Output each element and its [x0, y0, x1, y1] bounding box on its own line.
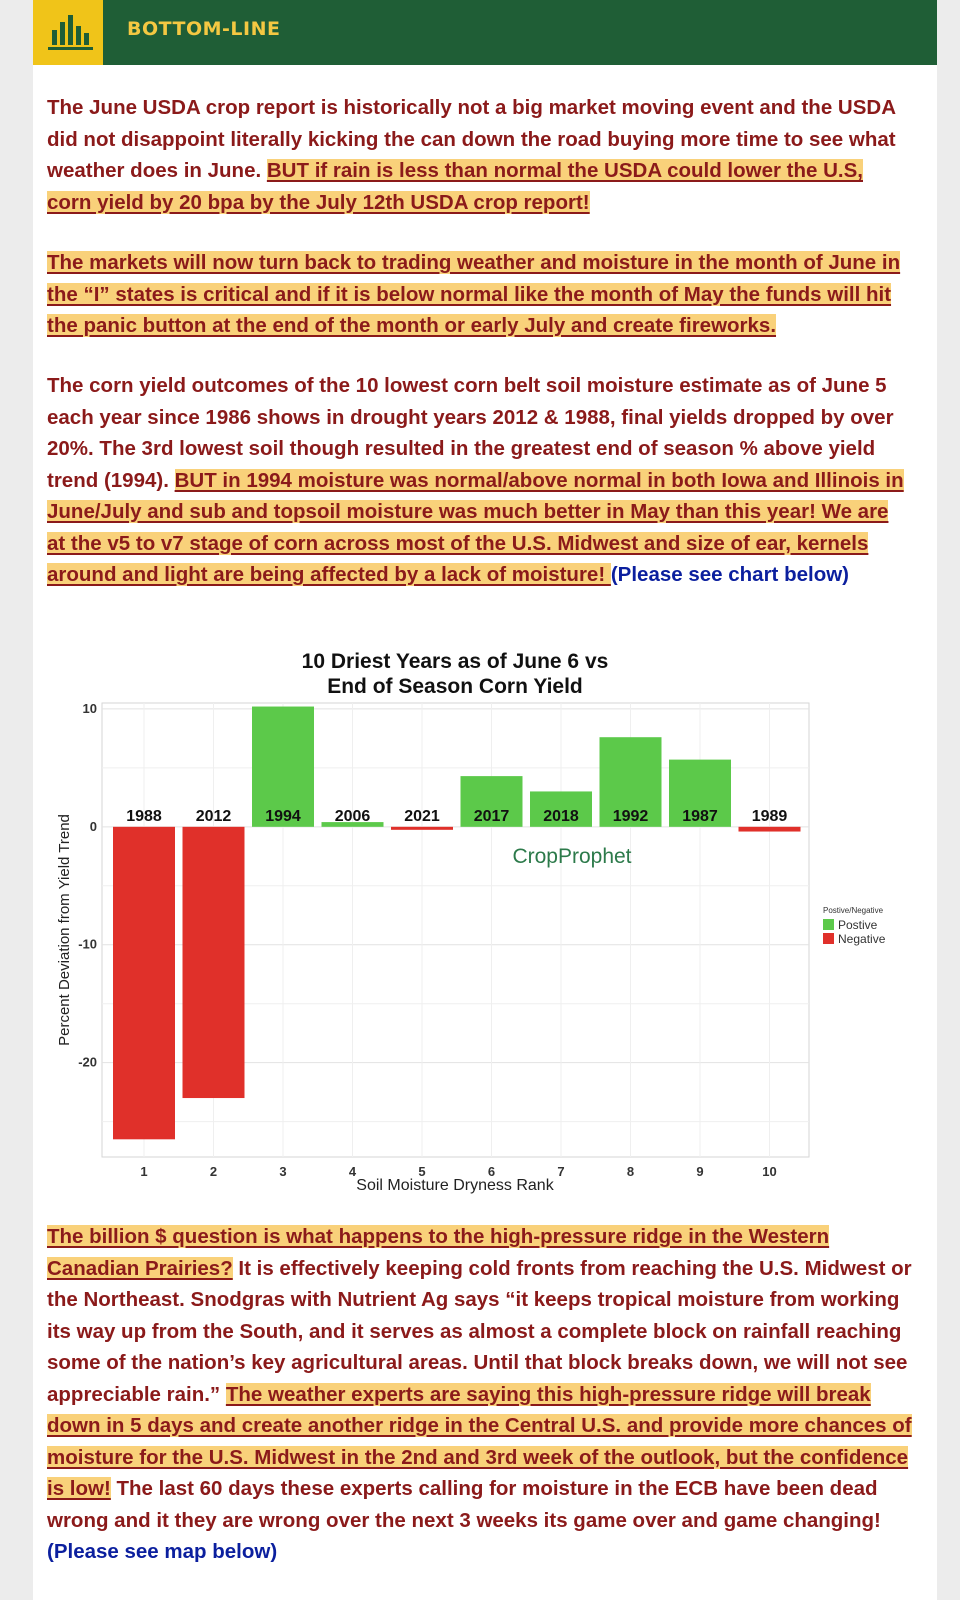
- x-tick-label: 9: [696, 1164, 704, 1179]
- paragraph-1-text: The June USDA crop report is historically not a big market moving event and the USDA did not disappoint literally kicking the can down the road buying more time to see what weather does in June.: [47, 96, 896, 182]
- x-tick-label: 1: [140, 1164, 148, 1179]
- bar-2012: [183, 827, 245, 1098]
- bar-chart-icon: [33, 0, 103, 65]
- bar-label: 2021: [404, 807, 440, 825]
- banner-title: BOTTOM-LINE: [127, 18, 281, 40]
- bar-label: 1987: [682, 807, 718, 825]
- x-tick-label: 10: [762, 1164, 777, 1179]
- bar-label: 1992: [612, 807, 649, 825]
- paragraph-3-text: The corn yield outcomes of the 10 lowest corn belt soil moisture estimate as of June 5 each year since 1986 shows in drought years 2012 & 1988, final yields dropped by over 20%. The 3rd lowest soil though resulted in the greatest end of season % above yield trend (1994).: [47, 374, 894, 492]
- x-tick-label: 6: [487, 1164, 496, 1179]
- legend: [823, 906, 886, 946]
- x-tick-label: 4: [348, 1164, 357, 1179]
- bar-label: 2006: [334, 807, 371, 825]
- y-axis-label: Percent Deviation from Yield Trend: [56, 814, 73, 1046]
- bar-label: 1988: [126, 807, 162, 825]
- paragraph-1: [47, 92, 912, 218]
- paragraph-2: [47, 247, 912, 342]
- paragraph-4-text-2: The last 60 days these experts calling for moisture in the ECB have been dead wrong and it they are wrong over the next 3 weeks its game over and game changing!: [47, 1477, 881, 1532]
- section-banner: [33, 0, 937, 65]
- yield-chart: [47, 650, 937, 1220]
- bar-2021: [391, 827, 453, 830]
- bar-1989: [739, 827, 801, 832]
- legend-swatch-positive: [823, 919, 834, 930]
- paragraph-4: [47, 1221, 912, 1568]
- legend-title: Postive/Negative: [823, 906, 884, 915]
- legend-label-negative: Negative: [838, 932, 886, 946]
- bar-label: 2018: [543, 807, 579, 825]
- x-axis-label: Soil Moisture Dryness Rank: [356, 1177, 554, 1194]
- bar-label: 1994: [265, 807, 301, 825]
- y-tick-label: 10: [82, 700, 97, 716]
- page: [33, 0, 937, 1600]
- y-tick-label: -10: [78, 936, 97, 952]
- y-tick-label: 0: [89, 818, 97, 834]
- chart-subtitle: End of Season Corn Yield: [327, 675, 583, 698]
- legend-swatch-negative: [823, 933, 834, 944]
- paragraph-4-text-1: It is effectively keeping cold fronts from reaching the U.S. Midwest or the Northeast. Snodgras with Nutrient Ag says “it keeps tropical moisture from working its way up from the South, and it serves as almost a complete block on rainfall reaching some of the nation’s key agricultural areas. Until that block breaks down, we will not see appreciable rain.”: [47, 1256, 912, 1406]
- paragraph-4-highlight-1: The billion $ question is what happens to the high-pressure ridge in the Western Canadian Prairies?: [47, 1225, 830, 1280]
- x-tick-label: 3: [279, 1164, 287, 1179]
- x-tick-label: 8: [626, 1164, 635, 1179]
- paragraph-3: [47, 370, 912, 591]
- paragraph-4-highlight-2: The weather experts are saying this high-pressure ridge will break down in 5 days and create another ridge in the Central U.S. and provide more chances of moisture for the U.S. Midwest in the 2nd and 3rd week of the outlook, but the confidence is low!: [47, 1382, 912, 1500]
- bar-1988: [113, 827, 175, 1139]
- watermark-logo: CropProphet: [512, 845, 632, 868]
- chart-reference-link[interactable]: (Please see chart below): [610, 563, 849, 586]
- paragraph-2-highlight: The markets will now turn back to trading weather and moisture in the month of June in the “I” states is critical and if it is below normal like the month of May the funds will hit the panic button at the end of the month or early July and create fireworks.: [47, 251, 901, 337]
- paragraph-1-highlight: BUT if rain is less than normal the USDA could lower the U.S, corn yield by 20 bpa by the July 12th USDA crop report!: [47, 159, 863, 214]
- chart-title: 10 Driest Years as of June 6 vs: [301, 650, 609, 673]
- paragraph-3-highlight: BUT in 1994 moisture was normal/above normal in both Iowa and Illinois in June/July and sub and topsoil moisture was much better in May than this year! We are at the v5 to v7 stage of corn across most of the U.S. Midwest and size of ear, kernels around and light are being affected by a lack of moisture!: [47, 468, 904, 586]
- bar-label: 2017: [473, 807, 510, 825]
- legend-label-positive: Postive: [838, 918, 878, 932]
- logo-box: [33, 0, 103, 65]
- x-tick-label: 7: [557, 1164, 565, 1179]
- x-tick-label: 2: [209, 1164, 218, 1179]
- y-tick-label: -20: [78, 1054, 97, 1070]
- map-reference-link[interactable]: (Please see map below): [47, 1540, 278, 1563]
- x-tick-label: 5: [418, 1164, 426, 1179]
- bar-label: 1989: [751, 807, 788, 825]
- bar-label: 2012: [195, 807, 232, 825]
